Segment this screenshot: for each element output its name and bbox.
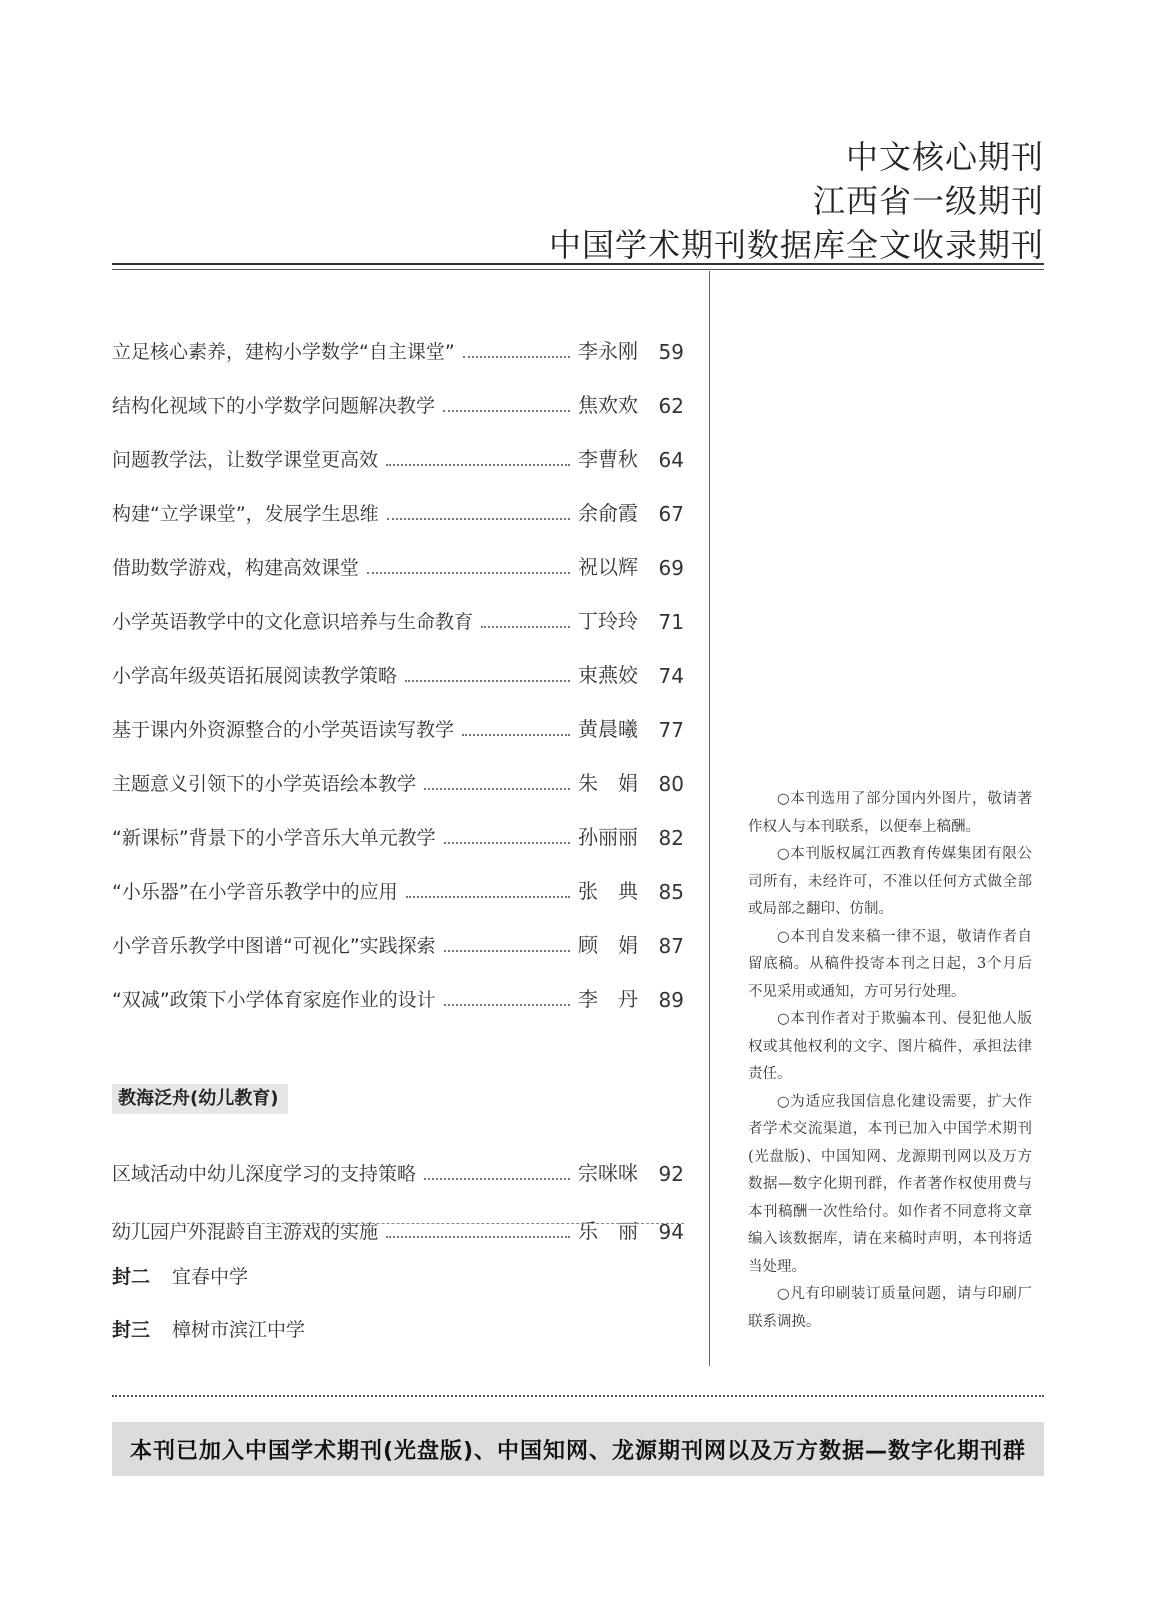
toc-entry[interactable] xyxy=(112,1128,684,1186)
toc-author: 宗咪咪 xyxy=(578,1161,638,1185)
toc-entry[interactable] xyxy=(112,1186,684,1244)
toc-page: 94 xyxy=(658,1220,684,1244)
cover-value: 樟树市滨江中学 xyxy=(172,1319,306,1341)
leader-dots xyxy=(424,788,570,790)
toc-title: 幼儿园户外混龄自主游戏的实施 xyxy=(112,1221,379,1243)
leader-dots xyxy=(462,734,570,736)
toc-title: 主题意义引领下的小学英语绘本教学 xyxy=(112,773,417,795)
toc-page: 85 xyxy=(658,880,684,904)
cover-label: 封三 xyxy=(112,1319,151,1341)
toc-author: 乐 丽 xyxy=(578,1219,638,1243)
footer-dotted-rule xyxy=(112,1395,1044,1397)
toc-page: 59 xyxy=(658,340,684,364)
leader-dots xyxy=(367,572,570,574)
header-rule-thin xyxy=(112,269,1044,270)
toc-page: 82 xyxy=(658,826,684,850)
leader-dots xyxy=(444,1004,570,1006)
leader-dots xyxy=(405,680,570,682)
toc-title: 借助数学游戏，构建高效课堂 xyxy=(112,557,360,579)
header-rule-thick xyxy=(112,263,1044,265)
toc-title: 构建“立学课堂”，发展学生思维 xyxy=(112,503,379,525)
section-contents xyxy=(112,1128,684,1244)
toc-title: 区域活动中幼儿深度学习的支持策略 xyxy=(112,1163,417,1185)
toc-page: 69 xyxy=(658,556,684,580)
leader-dots xyxy=(386,1236,570,1238)
leader-dots xyxy=(481,626,570,628)
toc-author: 顾 娟 xyxy=(578,933,638,957)
cover-label: 封二 xyxy=(112,1266,151,1288)
leader-dots xyxy=(463,356,570,358)
leader-dots xyxy=(444,950,570,952)
toc-author: 孙丽丽 xyxy=(578,825,638,849)
header-line-1: 中文核心期刊 xyxy=(845,138,1044,176)
toc-author: 李曹秋 xyxy=(578,447,638,471)
toc-author: 丁玲玲 xyxy=(578,609,638,633)
toc-entry[interactable] xyxy=(112,634,684,688)
toc-page: 92 xyxy=(658,1162,684,1186)
toc-entry[interactable] xyxy=(112,796,684,850)
toc-page: 62 xyxy=(658,394,684,418)
toc-author: 焦欢欢 xyxy=(578,393,638,417)
note-paragraph: ○本刊选用了部分国内外图片，敬请著作权人与本刊联系，以便奉上稿酬。 xyxy=(748,791,1032,835)
note-paragraph: ○本刊版权属江西教育传媒集团有限公司所有，未经许可，不准以任何方式做全部或局部之翻印、仿制。 xyxy=(748,846,1032,917)
toc-author: 黄晨曦 xyxy=(578,717,638,741)
toc-entry[interactable] xyxy=(112,418,684,472)
toc-title: 小学音乐教学中图谱“可视化”实践探索 xyxy=(112,935,436,957)
toc-entry[interactable] xyxy=(112,364,684,418)
leader-dots xyxy=(443,410,570,412)
footer-banner: 本刊已加入中国学术期刊(光盘版)、中国知网、龙源期刊网以及万方数据—数字化期刊群 xyxy=(112,1422,1044,1476)
toc-title: “双减”政策下小学体育家庭作业的设计 xyxy=(112,989,436,1011)
table-of-contents xyxy=(112,310,684,1012)
toc-page: 74 xyxy=(658,664,684,688)
journal-header xyxy=(549,135,1044,267)
toc-entry[interactable] xyxy=(112,580,684,634)
toc-entry[interactable] xyxy=(112,850,684,904)
cover-three xyxy=(112,1315,305,1342)
section-rule xyxy=(112,1223,684,1224)
toc-page: 64 xyxy=(658,448,684,472)
cover-value: 宜春中学 xyxy=(172,1266,249,1288)
header-line-3: 中国学术期刊数据库全文收录期刊 xyxy=(548,226,1044,264)
toc-title: 基于课内外资源整合的小学英语读写教学 xyxy=(112,719,455,741)
toc-title: 问题教学法，让数学课堂更高效 xyxy=(112,449,379,471)
note-paragraph: ○凡有印刷装订质量问题，请与印刷厂联系调换。 xyxy=(748,1286,1032,1330)
toc-page: 80 xyxy=(658,772,684,796)
header-line-2: 江西省一级期刊 xyxy=(812,182,1044,220)
column-divider xyxy=(709,271,710,1366)
toc-title: “新课标”背景下的小学音乐大单元教学 xyxy=(112,827,436,849)
toc-title: “小乐器”在小学音乐教学中的应用 xyxy=(112,881,398,903)
note-paragraph: ○本刊作者对于欺骗本刊、侵犯他人版权或其他权利的文字、图片稿件，承担法律责任。 xyxy=(748,1011,1032,1082)
leader-dots xyxy=(386,464,570,466)
toc-author: 李永刚 xyxy=(578,339,638,363)
toc-page: 67 xyxy=(658,502,684,526)
toc-title: 小学高年级英语拓展阅读教学策略 xyxy=(112,665,398,687)
toc-author: 朱 娟 xyxy=(578,771,638,795)
toc-entry[interactable] xyxy=(112,526,684,580)
section-heading: 教海泛舟(幼儿教育) xyxy=(112,1084,288,1114)
toc-author: 张 典 xyxy=(578,879,638,903)
leader-dots xyxy=(387,518,570,520)
toc-page: 71 xyxy=(658,610,684,634)
toc-entry[interactable] xyxy=(112,958,684,1012)
leader-dots xyxy=(424,1178,570,1180)
toc-author: 束燕姣 xyxy=(578,663,638,687)
toc-author: 李 丹 xyxy=(578,987,638,1011)
cover-two xyxy=(112,1262,248,1289)
toc-author: 祝以辉 xyxy=(578,555,638,579)
toc-page: 87 xyxy=(658,934,684,958)
leader-dots xyxy=(444,842,570,844)
toc-entry[interactable] xyxy=(112,472,684,526)
toc-title: 结构化视域下的小学数学问题解决教学 xyxy=(112,395,436,417)
toc-entry[interactable] xyxy=(112,742,684,796)
toc-author: 余俞霞 xyxy=(578,501,638,525)
toc-page: 89 xyxy=(658,988,684,1012)
leader-dots xyxy=(406,896,570,898)
toc-page: 77 xyxy=(658,718,684,742)
toc-entry[interactable] xyxy=(112,904,684,958)
toc-entry[interactable] xyxy=(112,310,684,364)
editorial-notes xyxy=(748,786,1032,1336)
toc-entry[interactable] xyxy=(112,688,684,742)
note-paragraph: ○本刊自发来稿一律不退，敬请作者自留底稿。从稿件投寄本刊之日起，3个月后不见采用或通知，方可另行处理。 xyxy=(748,928,1032,1000)
toc-title: 小学英语教学中的文化意识培养与生命教育 xyxy=(112,611,474,633)
note-paragraph: ○为适应我国信息化建设需要，扩大作者学术交流渠道，本刊已加入中国学术期刊(光盘版)、中国知网、龙源期刊网以及万方数据—数字化期刊群，作者著作权使用费与本刊稿酬一次性给付。如作者不同意将文章编入该数据库，请在来稿时声明，本刊将适当处理。 xyxy=(748,1093,1032,1275)
toc-title: 立足核心素养，建构小学数学“自主课堂” xyxy=(112,341,455,363)
